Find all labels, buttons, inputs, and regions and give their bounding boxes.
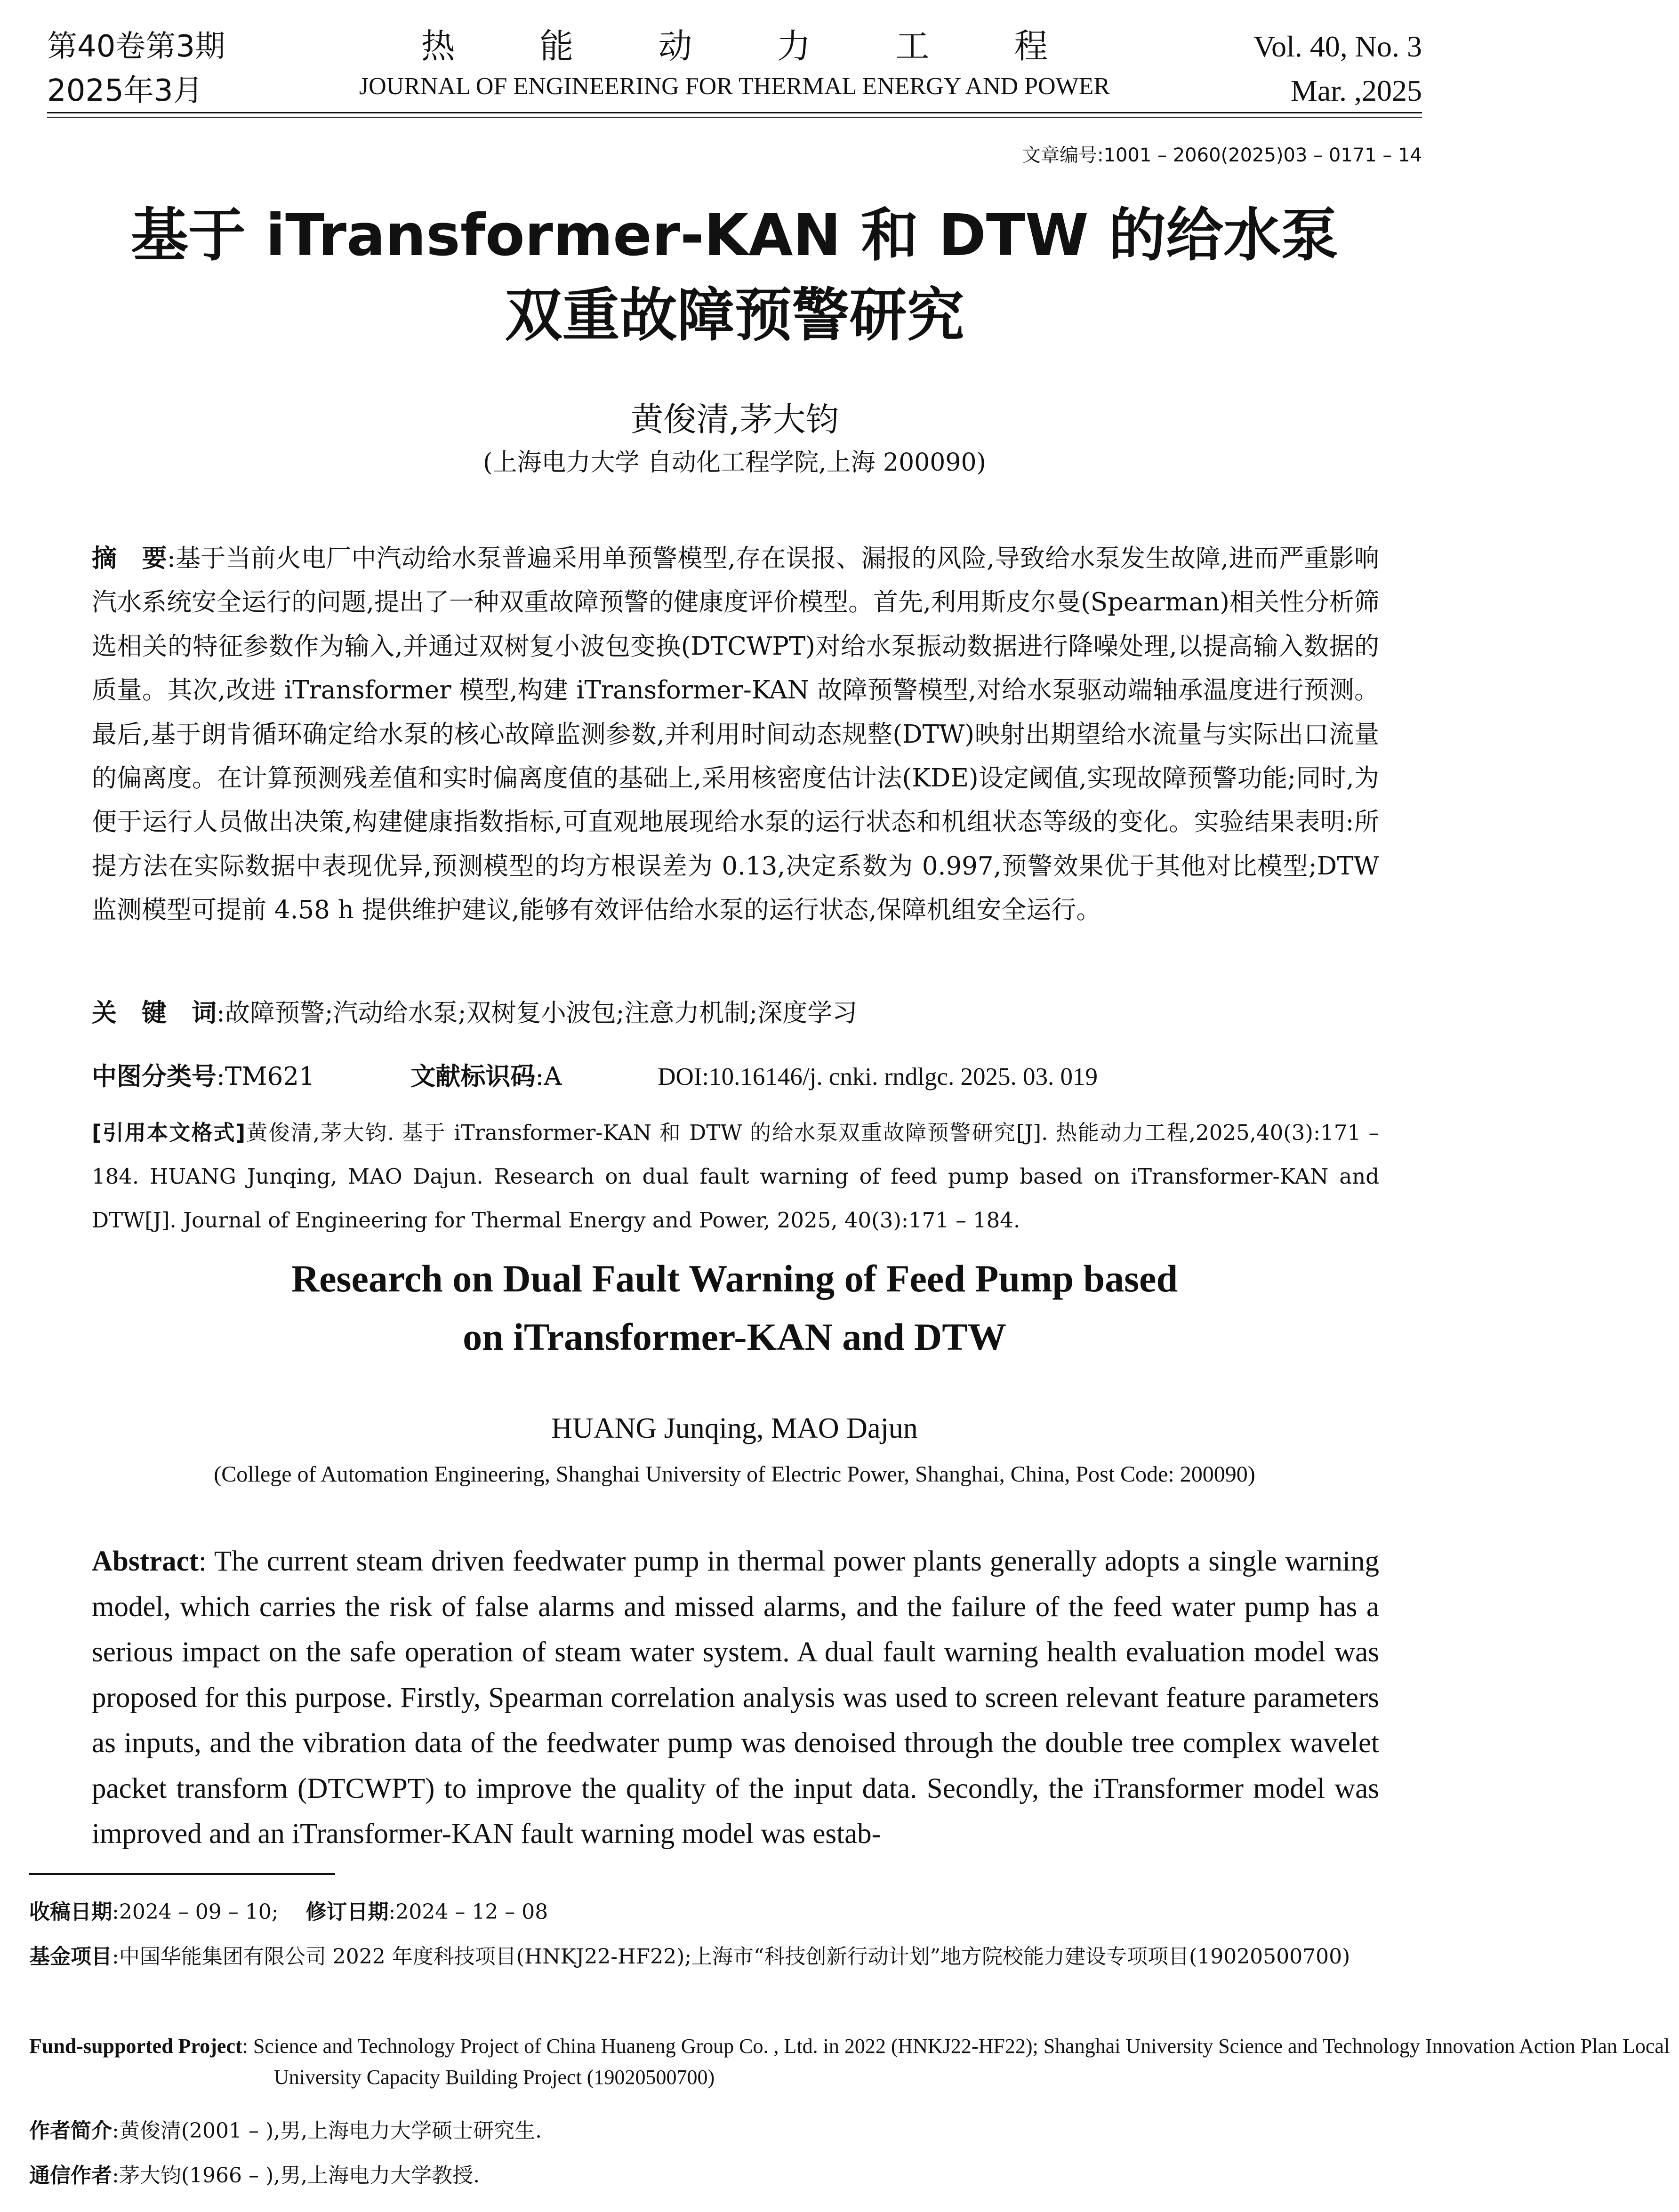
- fund-label: 基金项目: [29, 1945, 112, 1969]
- author-bio-value: :黄俊清(2001 – ),男,上海电力大学硕士研究生.: [112, 2119, 542, 2143]
- title-cn-line2: 双重故障预警研究: [505, 282, 964, 349]
- keywords-cn-text: :故障预警;汽动给水泵;双树复小波包;注意力机制;深度学习: [217, 999, 858, 1027]
- classification-line: [92, 1057, 1098, 1092]
- affiliation-cn: (上海电力大学 自动化工程学院,上海 200090): [483, 449, 986, 477]
- header-vol-no: Vol. 40, No. 3: [1253, 30, 1422, 63]
- header-date: 2025年3月: [47, 73, 203, 108]
- header-month: Mar. ,2025: [1290, 74, 1422, 107]
- citation-label: [引用本文格式]: [92, 1120, 246, 1145]
- affiliation-en: (College of Automation Engineering, Shanghai University of Electric Power, Shanghai, China, Post Code: 200090): [214, 1462, 1255, 1487]
- citation-text: 黄俊清,茅大钧. 基于 iTransformer-KAN 和 DTW 的给水泵双重故障预警研究[J]. 热能动力工程,2025,40(3):171 – 184. HUANG Junqing, MAO Dajun. Research on dual fault warning of feed pump based on iTransformer-KAN and DTW[J]. Journal of Engineering for Thermal Energy and Power, 2025, 40(3):171 – 184.: [92, 1120, 1379, 1233]
- header-volume-en: [1253, 24, 1422, 113]
- footnote-rule: [29, 1873, 335, 1875]
- footnote-fund-cn: [29, 1941, 1534, 1972]
- abstract-cn: [92, 537, 1379, 932]
- clc-label: 中图分类号: [92, 1062, 217, 1091]
- header-volume: 第40卷第3期: [47, 29, 225, 64]
- author-bio-label: 作者简介: [29, 2119, 112, 2143]
- keywords-cn: [92, 993, 1379, 1029]
- doc-code-label: 文献标识码: [410, 1062, 536, 1091]
- authors-cn: 黄俊清,茅大钧: [630, 400, 839, 439]
- header-journal: [282, 24, 1187, 105]
- fund-en-value: : Science and Technology Project of China Huaneng Group Co. , Ltd. in 2022 (HNKJ22-HF22); Shanghai University Science and Technology Innovation Action Plan Local University Capacity Building Project (19020500700): [242, 2035, 1670, 2089]
- journal-name-en: JOURNAL OF ENGINEERING FOR THERMAL ENERGY AND POWER: [359, 73, 1110, 100]
- citation: [92, 1111, 1379, 1242]
- authors-en: HUANG Junqing, MAO Dajun: [551, 1412, 918, 1444]
- title-en-line1: Research on Dual Fault Warning of Feed Pump based: [291, 1257, 1178, 1300]
- received-label: 收稿日期: [29, 1900, 112, 1924]
- header-rule-top: [47, 112, 1422, 113]
- abstract-en: [92, 1539, 1379, 1857]
- abstract-en-label: Abstract: [92, 1546, 199, 1577]
- fund-en-label: Fund-supported Project: [29, 2035, 242, 2058]
- title-en: [47, 1250, 1422, 1366]
- abstract-cn-text: :基于当前火电厂中汽动给水泵普遍采用单预警模型,存在误报、漏报的风险,导致给水泵发生故障,进而严重影响汽水系统安全运行的问题,提出了一种双重故障预警的健康度评价模型。首先,利用斯皮尔曼(Spearman)相关性分析筛选相关的特征参数作为输入,并通过双树复小波包变换(DTCWPT)对给水泵振动数据进行降噪处理,以提高输入数据的质量。其次,改进 iTransformer 模型,构建 iTransformer-KAN 故障预警模型,对给水泵驱动端轴承温度进行预测。最后,基于朗肯循环确定给水泵的核心故障监测参数,并利用时间动态规整(DTW)映射出期望给水流量与实际出口流量的偏离度。在计算预测残差值和实时偏离度值的基础上,采用核密度估计法(KDE)设定阈值,实现故障预警功能;同时,为便于运行人员做出决策,构建健康指数指标,可直观地展现给水泵的运行状态和机组状态等级的变化。实验结果表明:所提方法在实际数据中表现优异,预测模型的均方根误差为 0.13,决定系数为 0.997,预警效果优于其他对比模型;DTW 监测模型可提前 4.58 h 提供维护建议,能够有效评估给水泵的运行状态,保障机组安全运行。: [92, 544, 1380, 925]
- title-cn: [47, 195, 1422, 355]
- article-number: 文章编号:1001 – 2060(2025)03 – 0171 – 14: [1022, 144, 1422, 166]
- footnote-fund-en: [29, 2031, 1679, 2093]
- doi: DOI:10.16146/j. cnki. rndlgc. 2025. 03. 019: [658, 1063, 1098, 1090]
- corresponding-label: 通信作者: [29, 2164, 112, 2188]
- footnote-corresponding: [29, 2160, 1434, 2191]
- received-value: :2024 – 09 – 10;: [112, 1900, 279, 1924]
- clc-value: :TM621: [217, 1062, 315, 1091]
- revised-value: :2024 – 12 – 08: [388, 1900, 548, 1924]
- journal-name-cn: 热能动力工程: [421, 26, 1133, 66]
- abstract-cn-label: 摘 要: [92, 544, 167, 573]
- header-rule-bottom: [47, 117, 1422, 118]
- header-issue: [47, 24, 225, 113]
- revised-label: 修订日期: [305, 1900, 389, 1924]
- footnote-dates: [29, 1897, 1434, 1928]
- footnote-author: [29, 2116, 1434, 2147]
- title-cn-line1: 基于 iTransformer-KAN 和 DTW 的给水泵: [130, 202, 1339, 269]
- title-en-line2: on iTransformer-KAN and DTW: [463, 1315, 1006, 1358]
- doc-code-value: :A: [535, 1062, 562, 1091]
- abstract-en-text: : The current steam driven feedwater pump in thermal power plants generally adopts a single warning model, which carries the risk of false alarms and missed alarms, and the failure of the feed water pump has a serious impact on the safe operation of steam water system. A dual fault warning health evaluation model was proposed for this purpose. Firstly, Spearman correlation analysis was used to screen relevant feature parameters as inputs, and the vibration data of the feedwater pump was denoised through the double tree complex wavelet packet transform (DTCWPT) to improve the quality of the input data. Secondly, the iTransformer model was improved and an iTransformer-KAN fault warning model was estab-: [92, 1546, 1379, 1850]
- keywords-cn-label: 关 键 词: [92, 999, 217, 1027]
- corresponding-value: :茅大钧(1966 – ),男,上海电力大学教授.: [112, 2164, 480, 2188]
- fund-value: :中国华能集团有限公司 2022 年度科技项目(HNKJ22-HF22);上海市“科技创新行动计划”地方院校能力建设专项项目(19020500700): [112, 1945, 1350, 1969]
